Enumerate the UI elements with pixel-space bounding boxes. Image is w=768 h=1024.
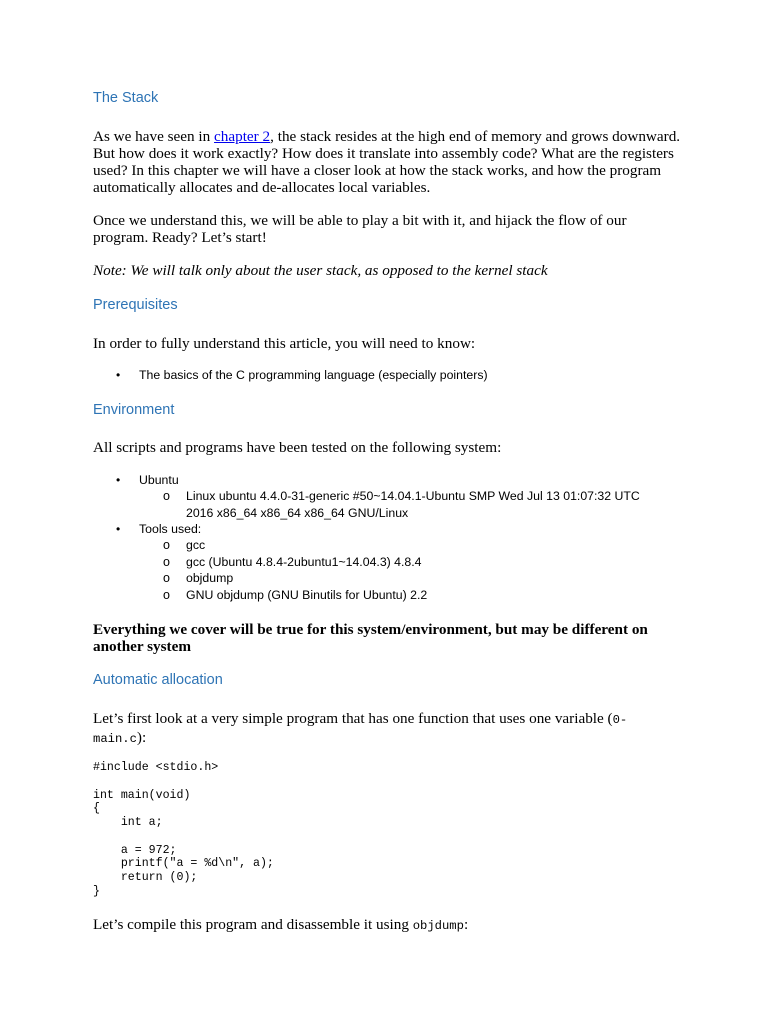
sub-list-item-text: 2016 x86_64 x86_64 x86_64 GNU/Linux xyxy=(186,506,409,520)
sub-list-item-text: objdump xyxy=(186,571,234,585)
heading-automatic-allocation: Automatic allocation xyxy=(93,672,223,688)
sub-list-item-text: gcc xyxy=(186,538,206,552)
environment-warning: Everything we cover will be true for this system/environment, but may be different on another system xyxy=(93,621,648,655)
bullet-icon: • xyxy=(116,368,121,382)
automatic-outro-text: Let’s compile this program and disassemble it using xyxy=(93,916,413,933)
prerequisites-intro: In order to fully understand this article, you will need to know: xyxy=(93,335,476,352)
bullet-icon: • xyxy=(116,473,121,487)
automatic-intro-end: ): xyxy=(136,729,147,746)
environment-intro: All scripts and programs have been tested on the following system: xyxy=(93,439,502,456)
sub-list-item-text: gcc (Ubuntu 4.8.4-2ubuntu1~14.04.3) 4.8.4 xyxy=(186,555,422,569)
sub-list-item-text: Linux ubuntu 4.4.0-31-generic #50~14.04.1-Ubuntu SMP Wed Jul 13 01:07:32 UTC xyxy=(186,489,640,503)
heading-the-stack: The Stack xyxy=(93,90,159,106)
bullet-icon: • xyxy=(116,522,121,536)
stack-note: Note: We will talk only about the user stack, as opposed to the kernel stack xyxy=(93,262,548,279)
stack-paragraph-1 xyxy=(93,128,683,196)
automatic-outro-end: : xyxy=(463,916,469,933)
inline-code: objdump xyxy=(412,919,464,933)
list-item-text: The basics of the C programming language (especially pointers) xyxy=(139,368,488,382)
automatic-intro xyxy=(93,710,683,748)
automatic-intro-text: Let’s first look at a very simple program that has one function that uses one variable ( xyxy=(93,710,613,727)
heading-prerequisites: Prerequisites xyxy=(93,297,178,313)
stack-p1-start: As we have seen in xyxy=(93,128,215,145)
stack-p1-rest: , the stack resides at the high end of memory and grows downward. But how does it work exactly? How does it translate into assembly code? What are the registers used? In this chapter we will have a closer look at how the stack works, and how the program automatically allocates and de-allocates local variables. xyxy=(93,128,681,196)
sub-bullet-icon: o xyxy=(163,555,170,569)
sub-bullet-icon: o xyxy=(163,538,170,552)
sub-bullet-icon: o xyxy=(163,571,170,585)
code-block: #include <stdio.h> int main(void) { int a; a = 972; printf("a = %d\n", a); return (0); } xyxy=(93,761,274,898)
inline-code: main.c xyxy=(93,732,137,746)
sub-list-item-text: GNU objdump (GNU Binutils for Ubuntu) 2.2 xyxy=(186,588,428,602)
list-item-text: Tools used: xyxy=(139,522,202,536)
automatic-outro xyxy=(93,916,683,935)
list-item-text: Ubuntu xyxy=(139,473,179,487)
chapter-2-link[interactable]: chapter 2 xyxy=(214,128,271,145)
stack-paragraph-2: Once we understand this, we will be able to play a bit with it, and hijack the flow of our program. Ready? Let’s start! xyxy=(93,212,627,246)
sub-bullet-icon: o xyxy=(163,489,170,503)
sub-bullet-icon: o xyxy=(163,588,170,602)
inline-code: 0- xyxy=(612,713,628,727)
heading-environment: Environment xyxy=(93,402,175,418)
